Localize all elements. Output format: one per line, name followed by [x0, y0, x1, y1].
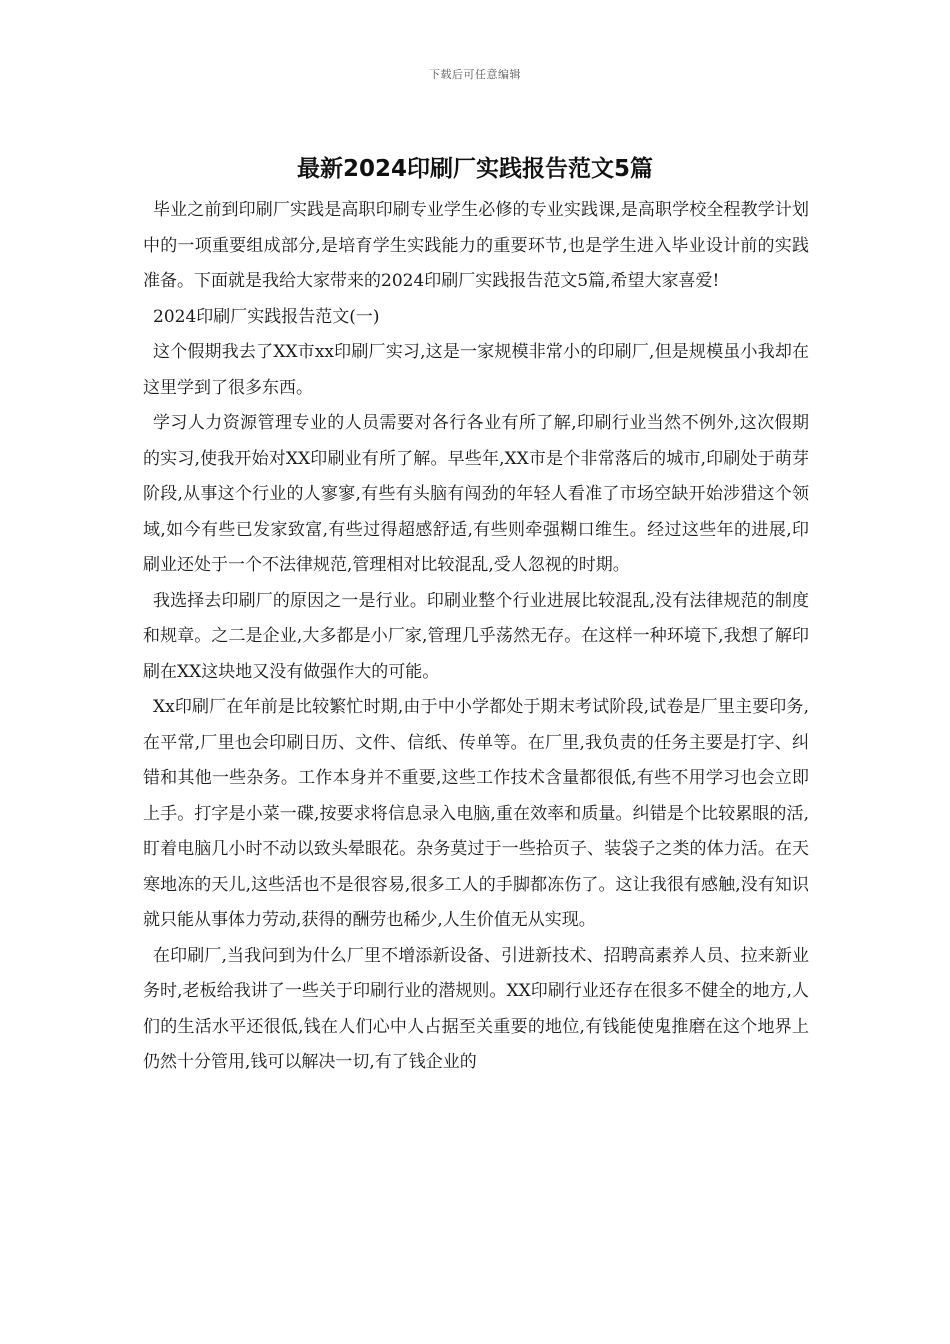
paragraph: 这个假期我去了XX市xx印刷厂实习,这是一家规模非常小的印刷厂,但是规模虽小我却在这里学到了很多东西。 — [143, 342, 809, 398]
document-body — [143, 193, 809, 1081]
paragraph-intro: 毕业之前到印刷厂实践是高职印刷专业学生必修的专业实践课,是高职学校全程教学计划中的一项重要组成部分,是培育学生实践能力的重要环节,也是学生进入毕业设计前的实践准备。下面就是我给大家带来的2024印刷厂实践报告范文5篇,希望大家喜爱! — [143, 200, 809, 291]
page-header-note: 下载后可任意编辑 — [429, 68, 521, 81]
document-title: 最新2024印刷厂实践报告范文5篇 — [296, 156, 654, 182]
section-heading: 2024印刷厂实践报告范文(一) — [153, 306, 380, 327]
paragraph: Xx印刷厂在年前是比较繁忙时期,由于中小学都处于期末考试阶段,试卷是厂里主要印务,在平常,厂里也会印刷日历、文件、信纸、传单等。在厂里,我负责的任务主要是打字、纠错和其他一些杂务。工作本身并不重要,这些工作技术含量都很低,有些不用学习也会立即上手。打字是小菜一碟,按要求将信息录入电脑,重在效率和质量。纠错是个比较累眼的活,盯着电脑几小时不动以致头晕眼花。杂务莫过于一些拾页子、装袋子之类的体力活。在天寒地冻的天儿,这些活也不是很容易,很多工人的手脚都冻伤了。这让我很有感触,没有知识就只能从事体力劳动,获得的酬劳也稀少,人生价值无从实现。 — [143, 697, 809, 930]
paragraph: 在印刷厂,当我问到为什么厂里不增添新设备、引进新技术、招聘高素养人员、拉来新业务时,老板给我讲了一些关于印刷行业的潜规则。XX印刷行业还存在很多不健全的地方,人们的生活水平还很低,钱在人们心中人占据至关重要的地位,有钱能使鬼推磨在这个地界上仍然十分管用,钱可以解决一切,有了钱企业的 — [143, 945, 809, 1072]
paragraph: 我选择去印刷厂的原因之一是行业。印刷业整个行业进展比较混乱,没有法律规范的制度和规章。之二是企业,大多都是小厂家,管理几乎荡然无存。在这样一种环境下,我想了解印刷在XX这块地又没有做强作大的可能。 — [143, 590, 809, 682]
paragraph: 学习人力资源管理专业的人员需要对各行各业有所了解,印刷行业当然不例外,这次假期的实习,使我开始对XX印刷业有所了解。早些年,XX市是个非常落后的城市,印刷处于萌芽阶段,从事这个行业的人寥寥,有些有头脑有闯劲的年轻人看准了市场空缺开始涉猎这个领域,如今有些已发家致富,有些过得超感舒适,有些则牵强糊口维生。经过这些年的进展,印刷业还处于一个不法律规范,管理相对比较混乱,受人忽视的时期。 — [143, 413, 809, 575]
